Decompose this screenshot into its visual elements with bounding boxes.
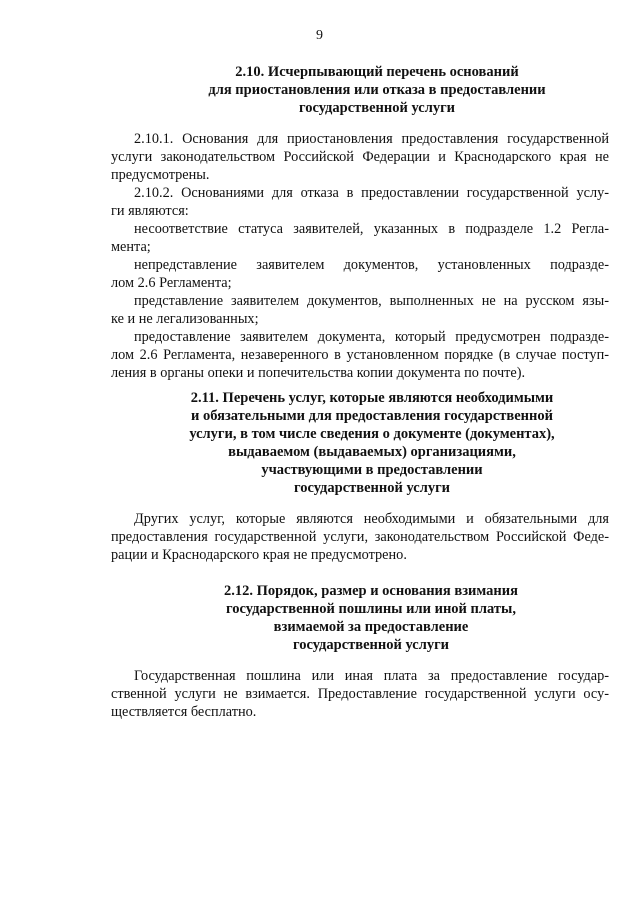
- section-heading-line: 2.11. Перечень услуг, которые являются необходимыми: [190, 390, 554, 406]
- paragraph-line: ги являются:: [111, 203, 189, 219]
- paragraph-line: непредставление заявителем документов, установленных подразде-: [134, 257, 609, 273]
- section-heading-line: взимаемой за предоставление: [273, 619, 469, 635]
- paragraph-line: ственной услуги не взимается. Предоставление государственной услуги осу-: [111, 686, 609, 702]
- paragraph-line: несоответствие статуса заявителей, указанных в подразделе 1.2 Регла-: [134, 221, 609, 237]
- section-heading-line: государственной услуги: [292, 637, 450, 653]
- page-number: 9: [316, 28, 323, 43]
- paragraph-line: 2.10.1. Основания для приостановления предоставления государственной: [134, 131, 609, 147]
- paragraph-line: ке и не легализованных;: [111, 311, 259, 327]
- paragraph-line: предоставление заявителем документа, который предусмотрен подразде-: [134, 329, 609, 345]
- paragraph-line: 2.10.2. Основаниями для отказа в предоставлении государственной услу-: [134, 185, 609, 201]
- paragraph-line: услуги законодательством Российской Федерации и Краснодарского края не: [111, 149, 609, 165]
- section-heading-line: 2.10. Исчерпывающий перечень оснований: [235, 64, 519, 80]
- paragraph-line: предоставления государственной услуги, законодательством Российской Феде-: [111, 529, 609, 545]
- paragraph-line: ществляется бесплатно.: [111, 704, 257, 720]
- paragraph-line: мента;: [111, 239, 151, 255]
- paragraph-line: Государственная пошлина или иная плата за предоставление государ-: [134, 668, 609, 684]
- paragraph-line: рации и Краснодарского края не предусмотрено.: [111, 547, 407, 563]
- section-heading-line: участвующими в предоставлении: [261, 462, 483, 478]
- section-heading-line: государственной услуги: [298, 100, 456, 116]
- section-heading-line: 2.12. Порядок, размер и основания взимания: [224, 583, 518, 599]
- paragraph-line: лом 2.6 Регламента, незаверенного в установленном порядке (в случае поступ-: [111, 347, 609, 363]
- paragraph-line: лом 2.6 Регламента;: [111, 275, 232, 291]
- paragraph-line: предусмотрены.: [111, 167, 210, 183]
- section-heading-line: государственной услуги: [293, 480, 451, 496]
- section-heading-line: государственной пошлины или иной платы,: [226, 601, 516, 617]
- section-heading-line: и обязательными для предоставления государственной: [191, 408, 553, 424]
- paragraph-line: ления в органы опеки и попечительства копии документа по почте).: [111, 365, 526, 381]
- section-heading-line: выдаваемом (выдаваемых) организациями,: [228, 444, 516, 460]
- section-heading-line: для приостановления или отказа в предоставлении: [208, 82, 546, 98]
- paragraph-line: Других услуг, которые являются необходимыми и обязательными для: [134, 511, 609, 527]
- section-heading-line: услуги, в том числе сведения о документе (документах),: [189, 426, 555, 442]
- paragraph-line: представление заявителем документов, выполненных не на русском язы-: [134, 293, 609, 309]
